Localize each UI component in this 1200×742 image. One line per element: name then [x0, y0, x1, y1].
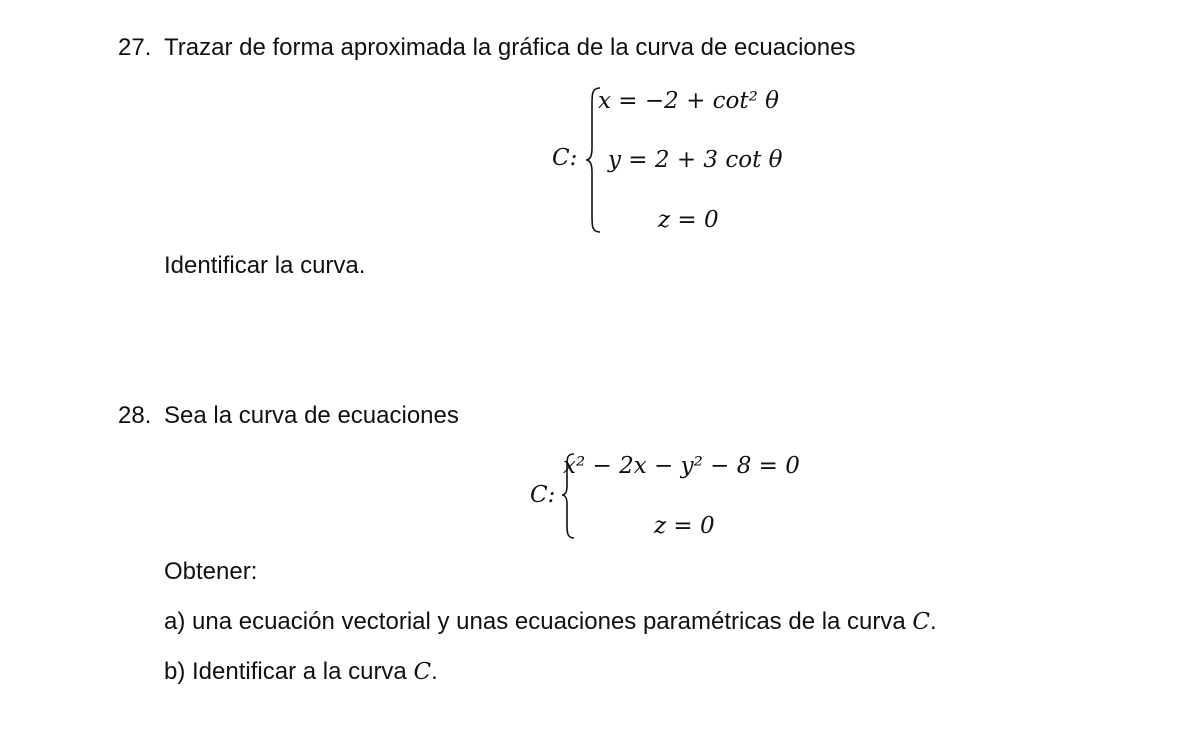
- item-a-text: a) una ecuación vectorial y unas ecuaciones paramétricas de la curva: [164, 608, 913, 635]
- item-a-end: .: [930, 608, 937, 635]
- item-b-end: .: [431, 658, 438, 685]
- item-a: [164, 608, 937, 636]
- curve-label: C:: [552, 145, 578, 171]
- item-b: [164, 658, 438, 686]
- equation-x: x = −2 + cot² θ: [598, 88, 780, 114]
- item-b-text: b) Identificar a la curva: [164, 658, 414, 685]
- problem-number: 28.: [118, 402, 152, 429]
- problem-instruction: Obtener:: [164, 558, 258, 585]
- equation-z: z = 0: [654, 513, 715, 539]
- problem-number: 27.: [118, 34, 152, 61]
- equation-y: y = 2 + 3 cot θ: [608, 147, 783, 173]
- item-a-variable: C: [912, 609, 931, 635]
- equation-hyperbola: x² − 2x − y² − 8 = 0: [563, 453, 800, 479]
- item-b-variable: C: [413, 659, 432, 685]
- problem-instruction: Identificar la curva.: [164, 252, 366, 279]
- problem-statement: Trazar de forma aproximada la gráfica de la curva de ecuaciones: [164, 34, 856, 61]
- curve-label: C:: [530, 482, 556, 508]
- problem-statement: Sea la curva de ecuaciones: [164, 402, 459, 429]
- equation-z: z = 0: [658, 207, 719, 233]
